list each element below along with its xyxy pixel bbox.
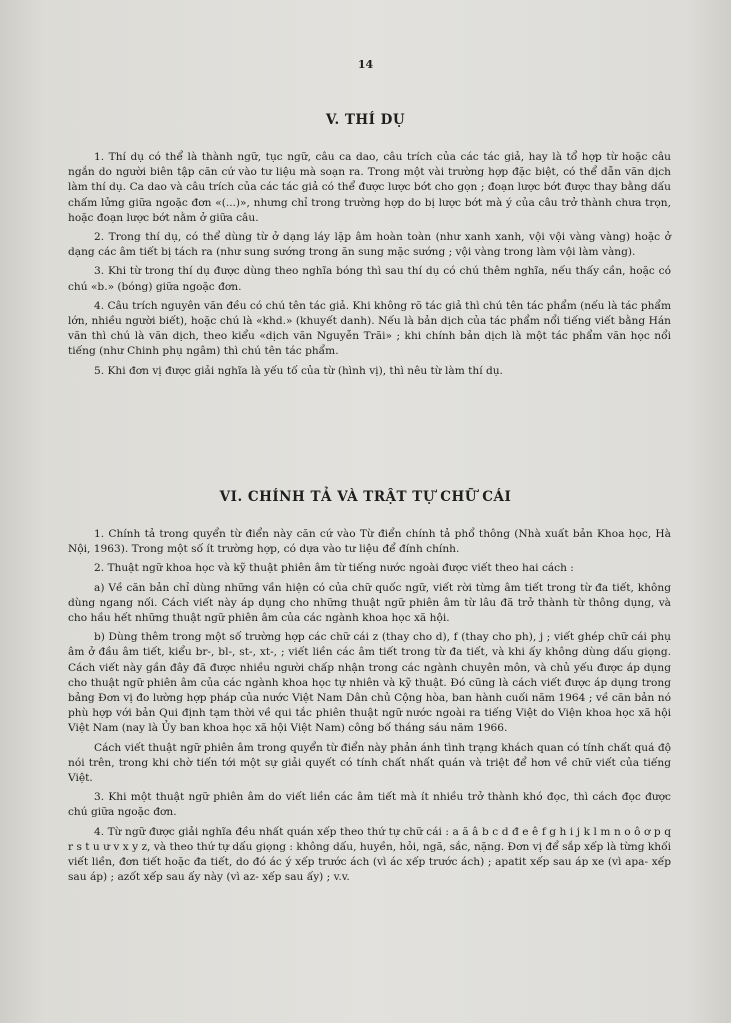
examples-paragraph-2: 2. Trong thí dụ, có thể dùng từ ở dạng láy lặp âm hoàn toàn (như xanh xanh, vội vội vàng vàng) hoặc ở dạng các âm tiết bị tách ra (như sung sướng trong ăn sung mặc sướng ; vội vàng trong làm vội làm vàng). — [68, 231, 671, 259]
examples-paragraph-5: 5. Khi đơn vị được giải nghĩa là yếu tố của từ (hình vị), thì nêu từ làm thí dụ. — [94, 364, 503, 377]
orthography-paragraph-3: 3. Khi một thuật ngữ phiên âm do viết liền các âm tiết mà ít nhiều trở thành khó đọc, thì cách đọc được chú giữa ngoặc đơn. — [68, 791, 671, 819]
orthography-paragraph-2: 2. Thuật ngữ khoa học và kỹ thuật phiên âm từ tiếng nước ngoài được viết theo hai cách : — [94, 562, 574, 575]
page-number: 14 — [357, 58, 374, 71]
section-examples — [68, 150, 671, 383]
orthography-paragraph-4: 4. Từ ngữ được giải nghĩa đều nhất quán xếp theo thứ tự chữ cái : a ă â b c d đ e ê f g h i j k l m n o ô ơ p q r s t u ư v x y z, và theo thứ tự dấu giọng : không dấu, huyền, hỏi, ngã, sắc, nặng. Đơn vị để sắp xếp là từng khối viết liền, đơn tiết hoặc đa tiết, do đó ác ý xếp trước ách (vì ác xếp trước ách) ; apatit xếp sau áp xe (vì apa- xếp sau áp) ; azốt xếp sau ấy này (vì az- xếp sau ấy) ; v.v. — [68, 825, 671, 884]
section-orthography — [68, 527, 671, 889]
orthography-paragraph-2b: b) Dùng thêm trong một số trường hợp các chữ cái z (thay cho d), f (thay cho ph), j ; viết ghép chữ cái phụ âm ở đầu âm tiết, kiểu br-, bl-, st-, xt-, ; viết liền các âm tiết trong từ đa tiết, và khi ấy không dùng dấu giọng. Cách viết này gần đây đã được nhiều người chấp nhận trong các ngành chuyên môn, và chủ yếu được áp dụng cho thuật ngữ phiên âm của các ngành khoa học tự nhiên và kỹ thuật. Đó cũng là cách viết được áp dụng trong bảng Đơn vị đo lường hợp pháp của nước Việt Nam Dân chủ Cộng hòa, ban hành cuối năm 1964 ; về căn bản nó phù hợp với bản Qui định tạm thời về qui tắc phiên thuật ngữ nước ngoài ra tiếng Việt do Viện khoa học xã hội Việt Nam (nay là Ủy ban khoa học xã hội Việt Nam) công bố tháng sáu năm 1966. — [68, 631, 671, 735]
orthography-paragraph-note: Cách viết thuật ngữ phiên âm trong quyển từ điển này phản ánh tình trạng khách quan có tính chất quá độ nói trên, trong khi chờ tiến tới một sự giải quyết có tính chất nhất quán và triệt để hơn về chữ viết của tiếng Việt. — [68, 741, 671, 785]
examples-paragraph-1: 1. Thí dụ có thể là thành ngữ, tục ngữ, câu ca dao, câu trích của các tác giả, hay là tổ hợp từ hoặc câu ngắn do người biên tập căn cứ vào tư liệu mà soạn ra. Trong một vài trường hợp đặc biệt, có thể dẫn văn dịch làm thí dụ. Ca dao và câu trích của các tác giả có thể được lược bớt cho gọn ; đoạn lược bớt được thay bằng dấu chấm lửng giữa ngoặc đơn «(...)», nhưng chỉ trong trường hợp do bị lược bớt mà ý của câu trở thành chưa trọn, hoặc đoạn lược bớt nằm ở giữa câu. — [68, 151, 671, 224]
orthography-paragraph-1: 1. Chính tả trong quyển từ điển này căn cứ vào Từ điển chính tả phổ thông (Nhà xuất bản Khoa học, Hà Nội, 1963). Trong một số ít trường hợp, có dựa vào tư liệu để đính chính. — [68, 528, 671, 556]
orthography-paragraph-2a: a) Về căn bản chỉ dùng những vần hiện có của chữ quốc ngữ, viết rời từng âm tiết trong từ đa tiết, không dùng ngang nối. Cách viết này áp dụng cho những thuật ngữ phiên âm từ lâu đã trở thành từ thông dụng, và cho hầu hết những thuật ngữ phiên âm của các ngành khoa học xã hội. — [68, 581, 671, 625]
section-heading-orthography: VI. CHÍNH TẢ VÀ TRẬT TỰ CHỮ CÁI — [219, 489, 512, 505]
examples-paragraph-4: 4. Câu trích nguyên văn đều có chú tên tác giả. Khi không rõ tác giả thì chú tên tác phẩm (nếu là tác phẩm lớn, nhiều người biết), hoặc chú là «khd.» (khuyết danh). Nếu là bản dịch của tác phẩm nổi tiếng viết bằng Hán văn thì chú là văn dịch, theo kiểu «dịch văn Nguyễn Trãi» ; khi chính bản dịch là một tác phẩm văn học nổi tiếng (như Chinh phụ ngâm) thì chú tên tác phẩm. — [68, 299, 671, 358]
examples-paragraph-3: 3. Khi từ trong thí dụ được dùng theo nghĩa bóng thì sau thí dụ có chú thêm nghĩa, nếu thấy cần, hoặc có chú «b.» (bóng) giữa ngoặc đơn. — [68, 265, 671, 293]
section-heading-examples: V. THÍ DỤ — [325, 112, 406, 128]
